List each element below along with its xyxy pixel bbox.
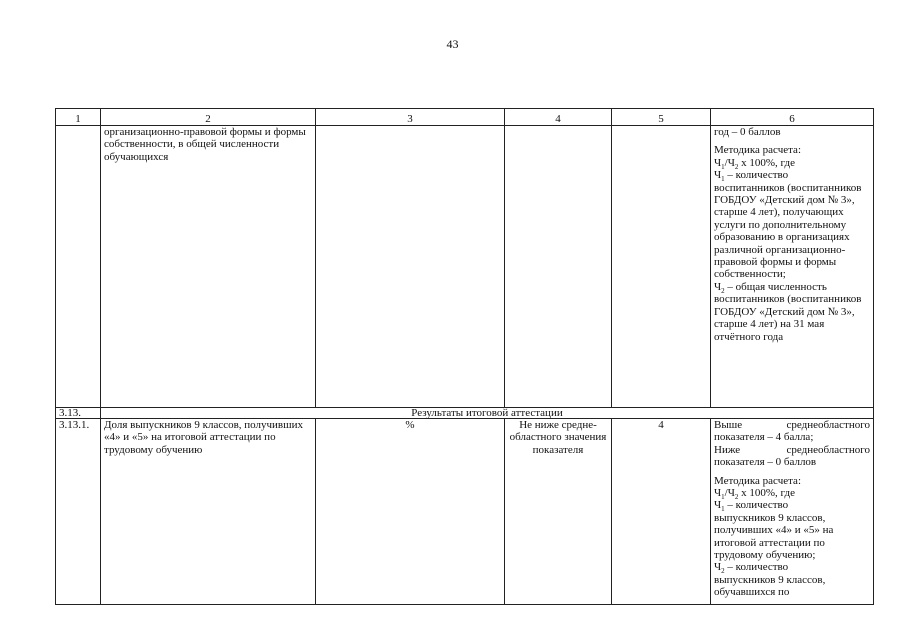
norm-cell: Не ниже средне-областного значения показателя	[505, 419, 612, 605]
norm-cell	[505, 126, 612, 408]
indicator-cell: Доля выпускников 9 классов, получивших «4» и «5» на итоговой аттестации по трудовому обучению	[101, 419, 316, 605]
indicator-cell	[101, 126, 316, 408]
above-rule: Выше среднеобластного	[714, 419, 870, 431]
below-rule: Ниже среднеобластного	[714, 443, 870, 456]
header-col-4: 4	[505, 109, 612, 126]
method-title: Методика расчета:	[714, 144, 801, 157]
method-title: Методика расчета:	[714, 474, 801, 487]
score-cell: 4	[612, 419, 711, 605]
ch1-definition: $Ч_1$ – количество	[714, 499, 789, 514]
header-col-1: 1	[56, 109, 101, 126]
method-cell	[711, 419, 874, 605]
method-cell	[711, 126, 874, 408]
header-col-6: 6	[711, 109, 874, 126]
header-row	[56, 109, 874, 126]
ch1-body: выпускников 9 классов, получивших «4» и «5» на итоговой аттестации по трудовому обучению;	[714, 511, 834, 562]
header-col-5: 5	[612, 109, 711, 126]
formula: $Ч_1/Ч_2$ х 100%, где	[714, 487, 795, 502]
header-col-2: 2	[101, 109, 316, 126]
unit-cell	[316, 126, 505, 408]
page-number: 43	[446, 37, 459, 51]
row-number-cell: 3.13.1.	[56, 419, 101, 605]
section-row	[56, 408, 874, 419]
ch2-definition: $Ч_2$ – количество	[714, 561, 789, 576]
score-cell	[612, 126, 711, 408]
ch1-definition: $Ч_1$ – количество	[714, 169, 789, 184]
row-number-cell	[56, 126, 101, 408]
table-row	[56, 419, 874, 605]
below-rule-score: показателя – 0 баллов	[714, 456, 817, 469]
section-number: 3.13.	[56, 408, 101, 419]
score-rule-text: год – 0 баллов	[714, 126, 781, 138]
unit-cell: %	[316, 419, 505, 605]
ch2-body: воспитанников (воспитанников ГОБДОУ «Детский дом № 3», старше 4 лет) на 31 мая отчётного года	[714, 293, 862, 343]
ch1-body: воспитанников (воспитанников ГОБДОУ «Детский дом № 3», старше 4 лет), получающих услуги по дополнительному образованию в организациях различной организационно-правовой формы и формы собственности;	[714, 181, 862, 281]
criteria-table	[55, 108, 874, 605]
indicator-text: организационно-правовой формы и формы собственности, в общей численности обучающихся	[104, 126, 306, 163]
formula: $Ч_1/Ч_2$ х 100%, где	[714, 156, 795, 171]
table-row	[56, 126, 874, 408]
header-col-3: 3	[316, 109, 505, 126]
ch2-definition: $Ч_2$ – общая численность	[714, 280, 827, 296]
above-rule-score: показателя – 4 балла;	[714, 431, 814, 444]
ch2-body: выпускников 9 классов, обучавшихся по	[714, 573, 826, 599]
section-title: Результаты итоговой аттестации	[101, 408, 874, 419]
